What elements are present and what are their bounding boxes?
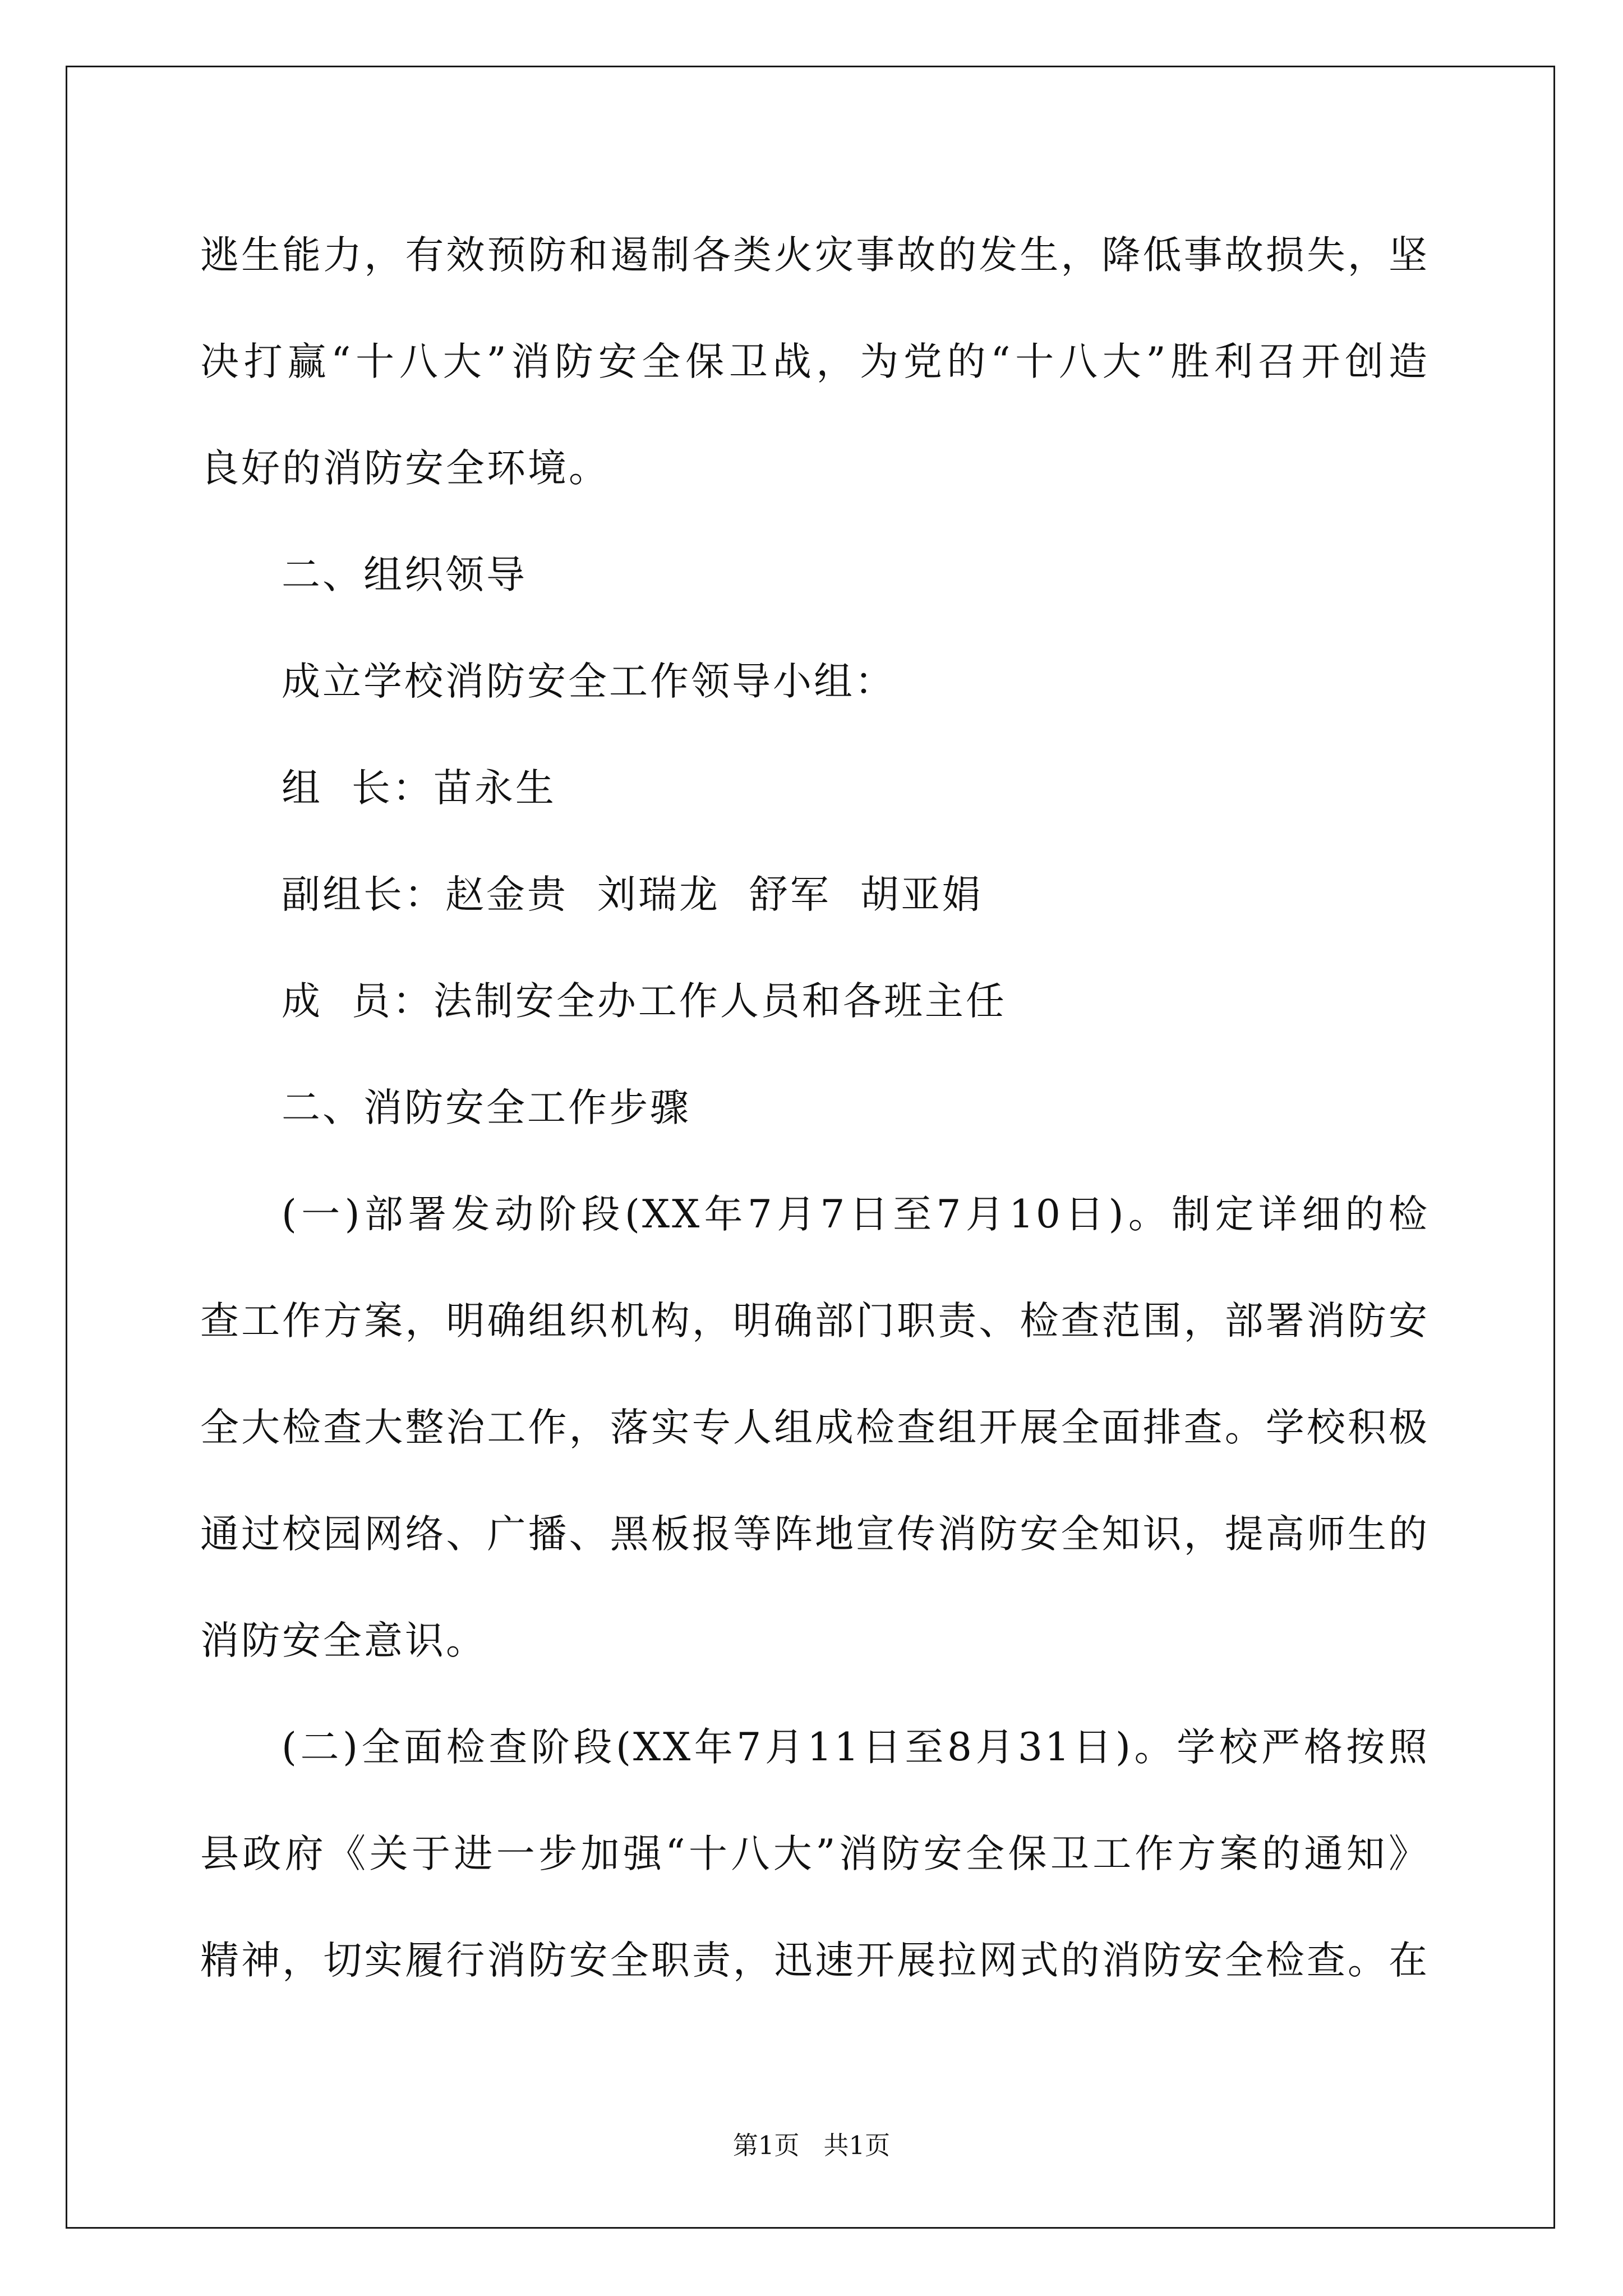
paragraph-line: 通过校园网络、广播、黑板报等阵地宣传消防安全知识，提高师生的 (200, 1512, 1430, 1557)
members-line: 成 员：法制安全办工作人员和各班主任 (282, 979, 1007, 1024)
group-leader-line: 组 长：苗永生 (282, 766, 556, 811)
deputy-leader-line: 副组长：赵金贵 刘瑞龙 舒军 胡亚娟 (282, 872, 983, 917)
paragraph-line: 查工作方案，明确组织机构，明确部门职责、检查范围，部署消防安 (200, 1299, 1430, 1343)
section-heading: 二、消防安全工作步骤 (282, 1085, 691, 1130)
paragraph-line: 良好的消防安全环境。 (200, 446, 610, 491)
document-body (200, 202, 1430, 2014)
paragraph-line: 成立学校消防安全工作领导小组： (282, 659, 896, 704)
paragraph-line: 决打赢“十八大”消防安全保卫战，为党的“十八大”胜利召开创造 (200, 339, 1430, 384)
paragraph-line: (一)部署发动阶段(XX年7月7日至7月10日)。制定详细的检 (282, 1192, 1430, 1237)
paragraph-line: 全大检查大整治工作，落实专人组成检查组开展全面排查。学校积极 (200, 1405, 1430, 1450)
paragraph-line: 精神，切实履行消防安全职责，迅速开展拉网式的消防安全检查。在 (200, 1938, 1430, 1983)
paragraph-line: 消防安全意识。 (200, 1618, 487, 1663)
paragraph-line: (二)全面检查阶段(XX年7月11日至8月31日)。学校严格按照 (282, 1725, 1430, 1770)
section-heading: 二、组织领导 (282, 553, 527, 597)
paragraph-line: 逃生能力，有效预防和遏制各类火灾事故的发生，降低事故损失，坚 (200, 233, 1430, 278)
paragraph-line: 县政府《关于进一步加强“十八大”消防安全保卫工作方案的通知》 (200, 1832, 1430, 1876)
page-footer: 第1页 共1页 (732, 2131, 891, 2160)
